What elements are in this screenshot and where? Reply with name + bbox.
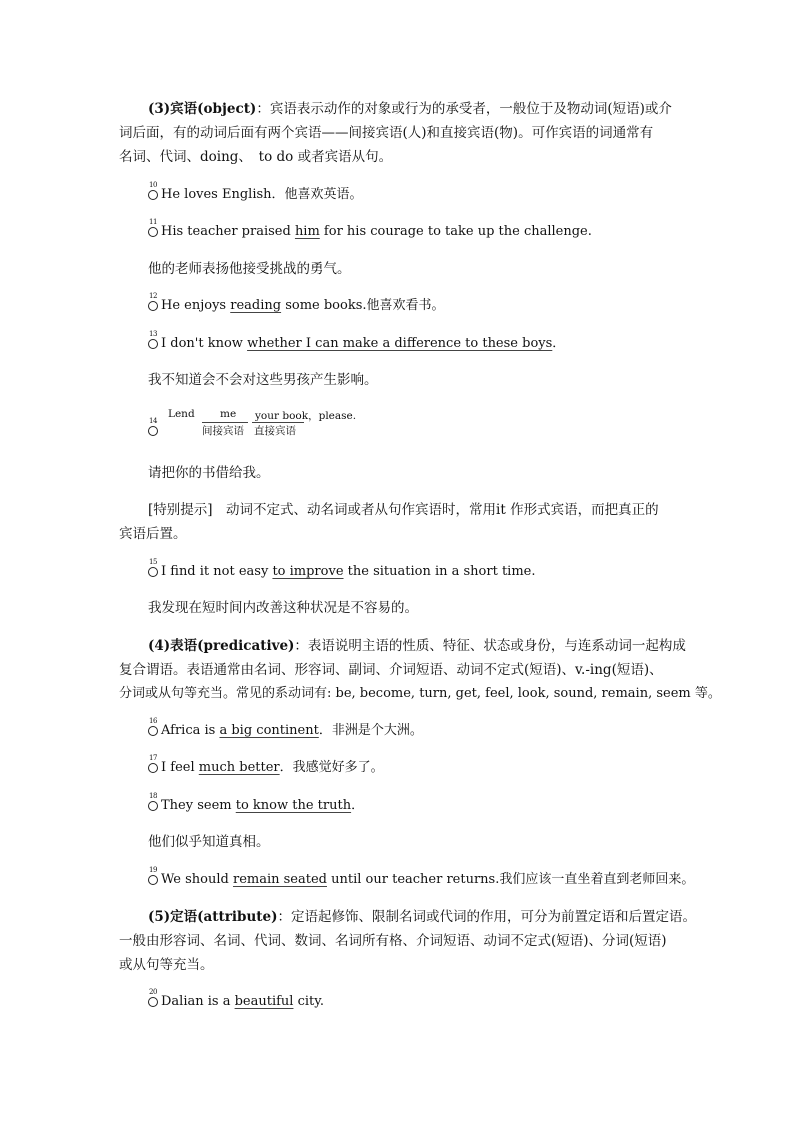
indirect-object-label: 间接宾语 bbox=[202, 425, 244, 437]
example-marker-icon: 12 bbox=[148, 297, 160, 311]
example-marker-icon: 13 bbox=[148, 335, 160, 349]
attribute-section-label: (5)定语(attribute) bbox=[148, 909, 278, 925]
example-marker-icon: 11 bbox=[148, 223, 160, 237]
example-16: 16 Africa is a big continent．非洲是个大洲。 bbox=[149, 717, 423, 738]
example-marker-icon: 16 bbox=[148, 722, 160, 736]
object-section-line1: (3)宾语(object)：宾语表示动作的对象或行为的承受者，一般位于及物动词(短语)或介 bbox=[148, 101, 672, 117]
example-marker-icon: 17 bbox=[148, 759, 160, 773]
attribute-section-line2: 一般由形容词、名词、代词、数词、名词所有格、介词短语、动词不定式(短语)、分词(短语) bbox=[119, 933, 667, 949]
example-13-translation: 我不知道会不会对这些男孩产生影响。 bbox=[148, 372, 378, 388]
example-12: 12 He enjoys reading some books.他喜欢看书。 bbox=[149, 292, 445, 313]
attribute-section-line3: 或从句等充当。 bbox=[119, 957, 214, 973]
example-marker-icon: 10 bbox=[148, 186, 160, 200]
special-tip-line1: [特别提示] 动词不定式、动名词或者从句作宾语时，常用it 作形式宾语，而把真正的 bbox=[148, 502, 659, 518]
predicative-section-label: (4)表语(predicative) bbox=[148, 638, 295, 654]
example-marker-icon: 15 bbox=[148, 563, 160, 577]
predicative-section-line1: (4)表语(predicative)：表语说明主语的性质、特征、状态或身份，与连系动词一起构成 bbox=[148, 638, 686, 654]
diagram-word-me: me bbox=[220, 408, 237, 420]
example-14-diagram bbox=[148, 408, 448, 443]
example-marker-icon: 19 bbox=[148, 871, 160, 885]
example-11: 11 His teacher praised him for his courage to take up the challenge. bbox=[149, 218, 592, 239]
example-18-translation: 他们似乎知道真相。 bbox=[148, 834, 270, 850]
object-section-label: (3)宾语(object) bbox=[148, 101, 257, 117]
example-19: 19 We should remain seated until our teacher returns.我们应该一直坐着直到老师回来。 bbox=[149, 866, 695, 887]
object-section-line3: 名词、代词、doing、 to do 或者宾语从句。 bbox=[119, 149, 393, 165]
example-15-translation: 我发现在短时间内改善这种状况是不容易的。 bbox=[148, 600, 418, 616]
predicative-section-line2: 复合谓语。表语通常由名词、形容词、副词、介词短语、动词不定式(短语)、v.-ing(短语)、 bbox=[119, 662, 663, 678]
diagram-word-book: your book，please. bbox=[255, 410, 357, 422]
example-17: 17 I feel much better．我感觉好多了。 bbox=[149, 754, 384, 775]
example-10: 10 He loves English．他喜欢英语。 bbox=[149, 181, 363, 202]
special-tip-line2: 宾语后置。 bbox=[119, 526, 187, 542]
example-18: 18 They seem to know the truth． bbox=[149, 792, 365, 813]
example-15: 15 I find it not easy to improve the situation in a short time. bbox=[149, 558, 536, 579]
object-section-line2: 词后面，有的动词后面有两个宾语——间接宾语(人)和直接宾语(物)。可作宾语的词通常有 bbox=[119, 125, 654, 141]
example-marker-icon: 18 bbox=[148, 797, 160, 811]
direct-object-label: 直接宾语 bbox=[254, 425, 296, 437]
example-11-translation: 他的老师表扬他接受挑战的勇气。 bbox=[148, 261, 351, 277]
example-13: 13 I don't know whether I can make a difference to these boys． bbox=[149, 330, 566, 351]
attribute-section-line1: (5)定语(attribute)：定语起修饰、限制名词或代词的作用，可分为前置定语和后置定语。 bbox=[148, 909, 696, 925]
diagram-word-lend: Lend bbox=[168, 408, 195, 420]
predicative-section-line3: 分词或从句等充当。常见的系动词有: be, become, turn, get, feel, look, sound, remain, seem 等。 bbox=[119, 686, 721, 701]
example-marker-icon: 14 bbox=[148, 422, 160, 436]
example-20: 20 Dalian is a beautiful city. bbox=[149, 988, 325, 1009]
example-14-translation: 请把你的书借给我。 bbox=[148, 465, 270, 481]
example-marker-icon: 20 bbox=[148, 993, 160, 1007]
